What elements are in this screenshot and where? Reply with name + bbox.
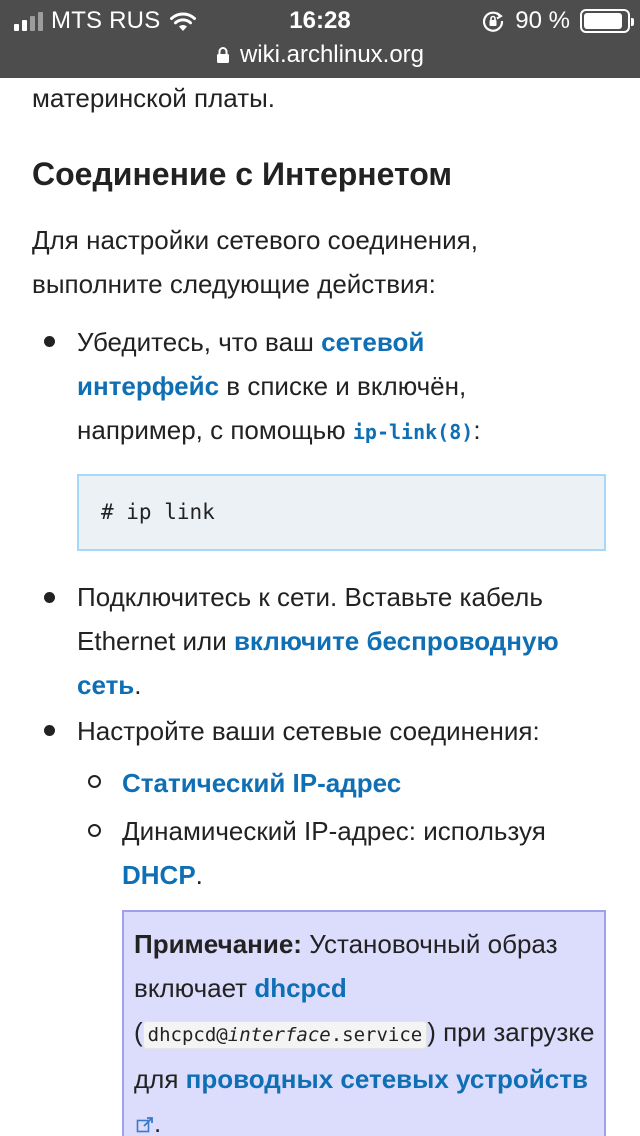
code-block [77, 474, 606, 551]
static-ip-link[interactable]: Статический IP-адрес [122, 768, 402, 798]
network-interface-link[interactable]: сетевой интерфейс [77, 327, 425, 401]
note-label: Примечание: [134, 929, 302, 959]
note-box [122, 910, 606, 1136]
dhcpcd-service-code: dhcpcd@interface.service [143, 1021, 428, 1049]
battery-icon [580, 9, 630, 33]
sublist-item-dhcp: Динамический IP-адрес: используя DHCP. [122, 816, 546, 890]
sub-bullet-icon [88, 824, 101, 837]
list-item-connect: Подключитесь к сети. Вставьте кабель Ethernet или включите беспроводную сеть. [77, 582, 559, 700]
battery-percent: 90 % [515, 7, 570, 34]
padlock-icon [216, 46, 230, 64]
rotation-lock-icon [481, 9, 505, 33]
url-text[interactable]: wiki.archlinux.org [239, 41, 425, 68]
bullet-icon [44, 725, 55, 736]
sub-bullet-icon [88, 775, 101, 788]
article-content [0, 78, 640, 1136]
list-item-configure: Настройте ваши сетевые соединения: [77, 716, 540, 746]
note-text: Примечание: Установочный образ включает dhcpcd ( dhcpcd@interface.service ) при загрузке для проводных сетевых устройств. [134, 929, 595, 1136]
previous-section-tail: материнской платы. [32, 83, 276, 113]
address-bar[interactable] [0, 38, 640, 72]
dhcp-link[interactable]: DHCP [122, 860, 196, 890]
intro-paragraph: Для настройки сетевого соединения, выполните следующие действия: [32, 225, 478, 299]
carrier-name: MTS RUS [51, 7, 161, 34]
wireless-link[interactable]: включите беспроводную сеть [77, 626, 559, 700]
ip-link-man-link[interactable]: ip-link(8) [352, 420, 474, 444]
clock: 16:28 [289, 7, 351, 34]
external-link-icon [136, 1116, 154, 1134]
code-block-text: # ip link [101, 500, 215, 524]
sublist-item-static-ip [122, 761, 602, 805]
bullet-icon [44, 336, 55, 347]
section-heading: Соединение с Интернетом [32, 156, 453, 192]
bullet-icon [44, 592, 55, 603]
wired-devices-link[interactable]: проводных сетевых устройств [185, 1064, 588, 1094]
list-item-network-interface: Убедитесь, что ваш сетевой интерфейс в списке и включён, например, с помощью ip-link(8): [77, 327, 481, 445]
status-right [481, 6, 630, 36]
dhcpcd-link[interactable]: dhcpcd [254, 973, 347, 1003]
status-and-url-bar [0, 0, 640, 78]
